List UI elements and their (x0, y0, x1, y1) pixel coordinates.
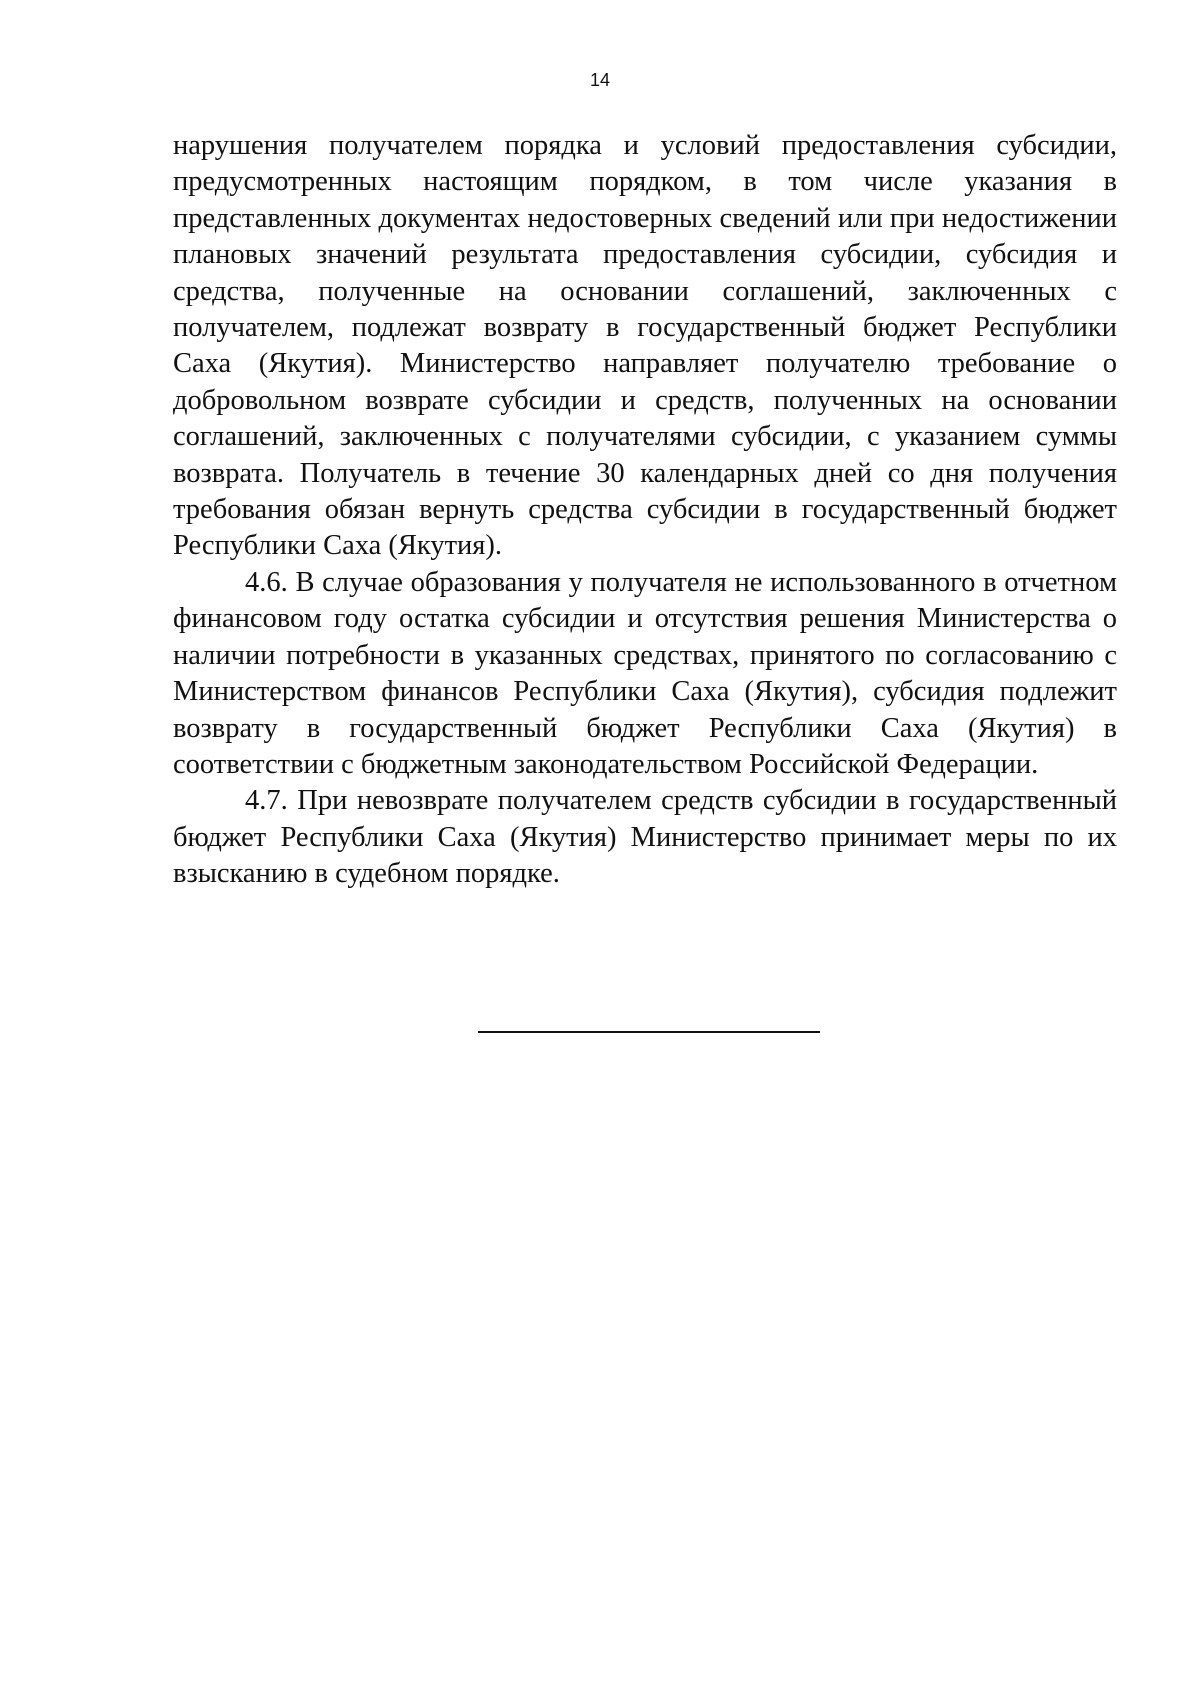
end-of-document-rule (478, 1031, 820, 1033)
page-number: 14 (589, 70, 611, 90)
paragraph-continuation: нарушения получателем порядка и условий предоставления субсидии, предусмотренных настоящим порядком, в том числе указания в представленных документах недостоверных сведений или при недостижении плановых значений результата предоставления субсидии, субсидия и средства, полученные на основании соглашений, заключенных с получателем, подлежат возврату в государственный бюджет Республики Саха (Якутия). Министерство направляет получателю требование о добровольном возврате субсидии и средств, полученных на основании соглашений, заключенных с получателями субсидии, с указанием суммы возврата. Получатель в течение 30 календарных дней со дня получения требования обязан вернуть средства субсидии в государственный бюджет Республики Саха (Якутия). (173, 130, 1117, 562)
document-body (173, 128, 1117, 893)
paragraph-4-6: 4.6. В случае образования у получателя не использованного в отчетном финансовом году остатка субсидии и отсутствия решения Министерства о наличии потребности в указанных средствах, принятого по согласованию с Министерством финансов Республики Саха (Якутия), субсидия подлежит возврату в государственный бюджет Республики Саха (Якутия) в соответствии с бюджетным законодательством Российской Федерации. (173, 566, 1117, 780)
paragraph-4-7: 4.7. При невозврате получателем средств субсидии в государственный бюджет Республики Саха (Якутия) Министерство принимает меры по их взысканию в судебном порядке. (173, 785, 1117, 890)
